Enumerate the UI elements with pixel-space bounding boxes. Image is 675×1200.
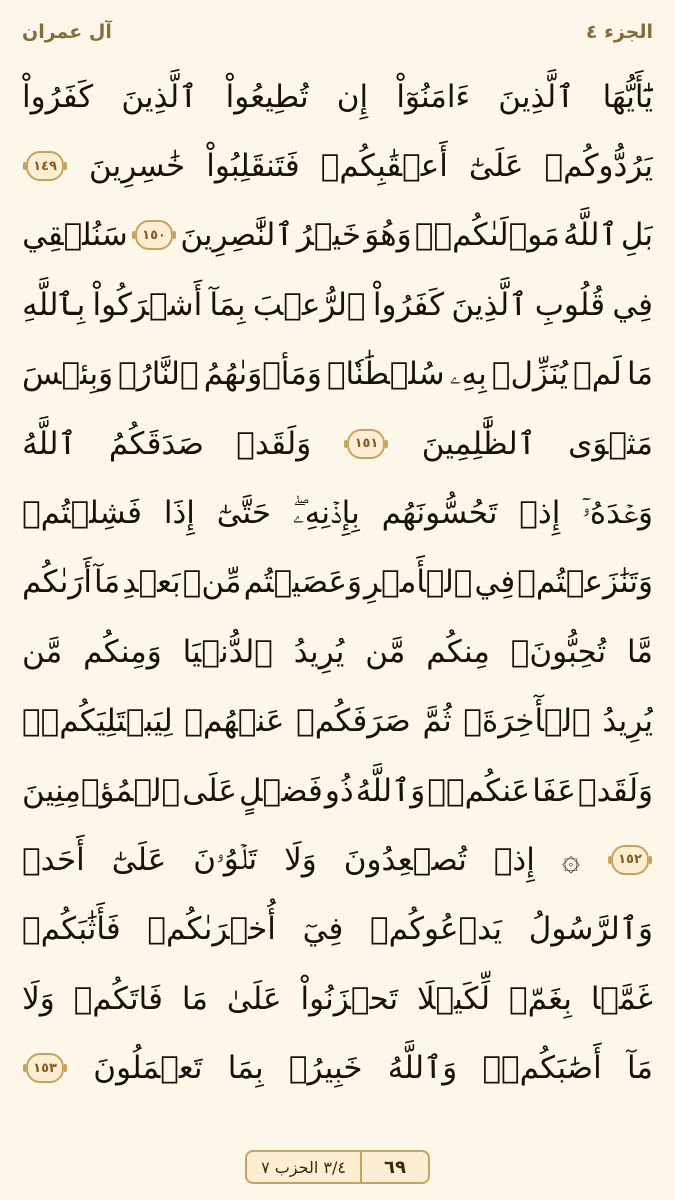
verse-line: [22, 964, 653, 1033]
verse-word: وَٱللَّهُ: [387, 1050, 458, 1087]
verse-word: ٱلَّذِينَ: [498, 78, 575, 115]
verse-word: بِمَا: [227, 1050, 264, 1087]
verse-word: وَمَأۡوَىٰهُمُ: [203, 356, 322, 393]
verse-word: مَوۡلَىٰكُمۡۖ: [414, 217, 560, 254]
verse-word: ٱلۡمُؤۡمِنِينَ: [22, 772, 181, 809]
verse-word: مَآ: [626, 1050, 653, 1087]
footer-frame: [245, 1150, 430, 1184]
verse-word: تَلۡوُۥنَ: [193, 841, 258, 878]
verse-word: ٱلۡأَمۡرِ: [364, 564, 473, 601]
verse-line: [22, 201, 653, 270]
verse-word: وَلَقَدۡ: [578, 772, 653, 809]
verse-word: عَنۡهُمۡ: [184, 703, 285, 740]
verse-word: غَمَّۢا: [590, 980, 653, 1017]
verse-word: ٱلنَّٰصِرِينَ: [180, 217, 294, 254]
verse-word: إِذۡ: [519, 495, 561, 532]
verse-word: صَرَفَكُمۡ: [296, 703, 411, 740]
verse-line: [22, 825, 653, 894]
verse-word: وَمِنكُم: [83, 633, 162, 670]
verse-word: خَيۡرُ: [296, 217, 361, 254]
verse-line: [22, 1033, 653, 1102]
verse-word: إِذَا: [163, 495, 195, 532]
verse-word: سَنُلۡقِي: [22, 217, 128, 254]
verse-word: إِن: [336, 78, 369, 115]
verse-word: فِي: [474, 564, 516, 601]
verse-line: [22, 548, 653, 617]
ayah-number-marker: ١٥٠: [135, 220, 173, 250]
verse-word: خَبِيرُۢ: [288, 1050, 363, 1087]
verse-word: عَلَىٰٓ: [468, 148, 524, 185]
verse-word: لِّكَيۡلَا: [417, 980, 491, 1017]
surah-name: آل عمران: [22, 21, 112, 43]
verse-word: بِغَمّٖ: [509, 980, 572, 1017]
verse-word: وَتَنَٰزَعۡتُمۡ: [517, 564, 653, 601]
verse-word: تُصۡعِدُونَ: [343, 841, 467, 878]
verse-word: كَفَرُواْ: [372, 286, 444, 323]
verse-word: مَآ: [94, 564, 121, 601]
verse-word: ٱلرُّعۡبَ: [252, 286, 366, 323]
verse-word: لَمۡ: [573, 356, 622, 393]
verse-word: ٱلدُّنۡيَا: [182, 633, 273, 670]
verse-word: حَتَّىٰٓ: [216, 495, 272, 532]
verse-word: وَهُوَ: [364, 217, 412, 254]
verse-word: بِهِۦ: [449, 355, 487, 392]
verse-word: بِٱللَّهِ: [22, 286, 86, 323]
verse-word: فَشِلۡتُمۡ: [22, 495, 142, 532]
verse-line: [22, 409, 653, 478]
verse-word: مَّن: [22, 633, 63, 670]
verse-word: إِذۡ: [493, 841, 535, 878]
verse-word: مَّن: [365, 633, 406, 670]
verse-word: صَدَقَكُمُ: [108, 425, 204, 462]
verse-word: لِيَبۡتَلِيَكُمۡۖ: [22, 703, 173, 740]
verse-word: مِنكُم: [426, 633, 490, 670]
verse-word: تُطِيعُواْ: [225, 78, 309, 115]
verse-word: خَٰسِرِينَ: [89, 148, 186, 185]
verse-word: عَلَىٰٓ: [111, 841, 167, 878]
verse-word: مِّنۢ: [182, 564, 242, 601]
verse-word: عَنكُمۡۗ: [427, 772, 531, 809]
verse-word: سُلۡطَٰنٗاۖ: [326, 356, 445, 393]
verse-word: يُنَزِّلۡ: [491, 356, 569, 393]
verse-word: عَفَا: [532, 772, 576, 809]
verse-word: مَّا: [626, 633, 653, 670]
verse-word: يُرِيدُ: [293, 633, 345, 670]
verse-word: وَلَا: [284, 841, 317, 878]
verse-word: بَعۡدِ: [122, 564, 181, 601]
verse-word: عَلَى: [182, 772, 237, 809]
verse-line: [22, 687, 653, 756]
verse-word: وَعَصَيۡتُم: [243, 564, 362, 601]
verse-word: تَعۡمَلُونَ: [93, 1050, 203, 1087]
verse-word: أُخۡرَىٰكُمۡ: [147, 911, 276, 948]
verse-word: كَفَرُواْ: [22, 78, 94, 115]
verse-line: [22, 895, 653, 964]
verse-word: ٱلظَّٰلِمِينَ: [421, 425, 536, 462]
ayah-number-marker: ١٥٣: [26, 1053, 64, 1083]
verse-word: وَلَا: [22, 980, 55, 1017]
verse-word: بِمَآ: [209, 286, 246, 323]
verse-word: وَٱلرَّسُولُ: [528, 911, 653, 948]
verse-word: تُحِبُّونَۚ: [510, 633, 607, 670]
verse-word: وَٱللَّهُ: [355, 772, 426, 809]
verse-word: أَعۡقَٰبِكُمۡ: [320, 148, 448, 185]
page-header: [22, 12, 653, 52]
verse-word: ءَامَنُوٓاْ: [396, 78, 471, 115]
verse-line: [22, 617, 653, 686]
verse-word: ٱللَّهُ: [563, 217, 618, 254]
verse-word: ٱلۡأٓخِرَةَۚ: [463, 703, 591, 740]
verse-word: يَرُدُّوكُمۡ: [544, 148, 653, 185]
verse-word: بِإِذۡنِهِۦۖ: [292, 494, 360, 531]
verse-word: قُلُوبِ: [534, 286, 606, 323]
ayah-number-marker: ١٥١: [347, 429, 385, 459]
verse-word: فِي: [612, 286, 653, 323]
juz-label: الجزء ٤: [585, 21, 653, 43]
verse-word: فِيٓ: [302, 911, 344, 948]
page-footer: [0, 1150, 675, 1186]
verse-word: أَحَدٖ: [22, 841, 85, 878]
verse-word: يَدۡعُوكُمۡ: [370, 911, 503, 948]
verse-word: ذُو: [324, 772, 354, 809]
verse-line: [22, 62, 653, 131]
verse-word: فَاتَكُمۡ: [73, 980, 163, 1017]
page-number: ٦٩: [360, 1152, 428, 1182]
verse-line: [22, 270, 653, 339]
verse-word: فَضۡلٍ: [238, 772, 323, 809]
verses-block: [22, 62, 653, 1103]
verse-word: فَأَثَٰبَكُمۡ: [22, 911, 121, 948]
verse-word: بَلِ: [620, 217, 653, 254]
verse-line: [22, 756, 653, 825]
verse-word: وَلَقَدۡ: [236, 425, 312, 462]
verse-word: مَا: [626, 356, 653, 393]
ayah-number-marker: ١٤٩: [26, 151, 64, 181]
verse-word: يُرِيدُ: [602, 703, 653, 740]
verse-word: فَتَنقَلِبُواْ: [206, 148, 300, 185]
verse-word: ٱلَّذِينَ: [451, 286, 528, 323]
verse-word: تَحُسُّونَهُم: [381, 495, 498, 532]
verse-word: وَبِئۡسَ: [22, 356, 114, 393]
verse-word: ثُمَّ: [422, 703, 452, 740]
verse-word: يَٰٓأَيُّهَا: [602, 78, 653, 115]
verse-word: وَعۡدَهُۥٓ: [582, 494, 653, 531]
verse-word: مَا: [181, 980, 208, 1017]
verse-word: عَلَىٰ: [226, 980, 282, 1017]
verse-word: ٱلَّذِينَ: [121, 78, 198, 115]
verse-line: [22, 340, 653, 409]
verse-word: أَرَىٰكُم: [22, 564, 92, 601]
verse-word: ۞: [561, 841, 581, 878]
verse-word: ٱلنَّارُۖ: [118, 356, 199, 393]
verse-word: أَصَٰبَكُمۡۗ: [482, 1050, 602, 1087]
hizb-label: ٣/٤ الحزب ٧: [261, 1157, 346, 1177]
verse-word: تَحۡزَنُواْ: [300, 980, 399, 1017]
verse-line: [22, 131, 653, 200]
verse-line: [22, 478, 653, 547]
ayah-number-marker: ١٥٢: [611, 845, 649, 875]
verse-word: مَثۡوَى: [568, 425, 653, 462]
verse-word: ٱللَّهُ: [22, 425, 77, 462]
verse-word: أَشۡرَكُواْ: [92, 286, 203, 323]
